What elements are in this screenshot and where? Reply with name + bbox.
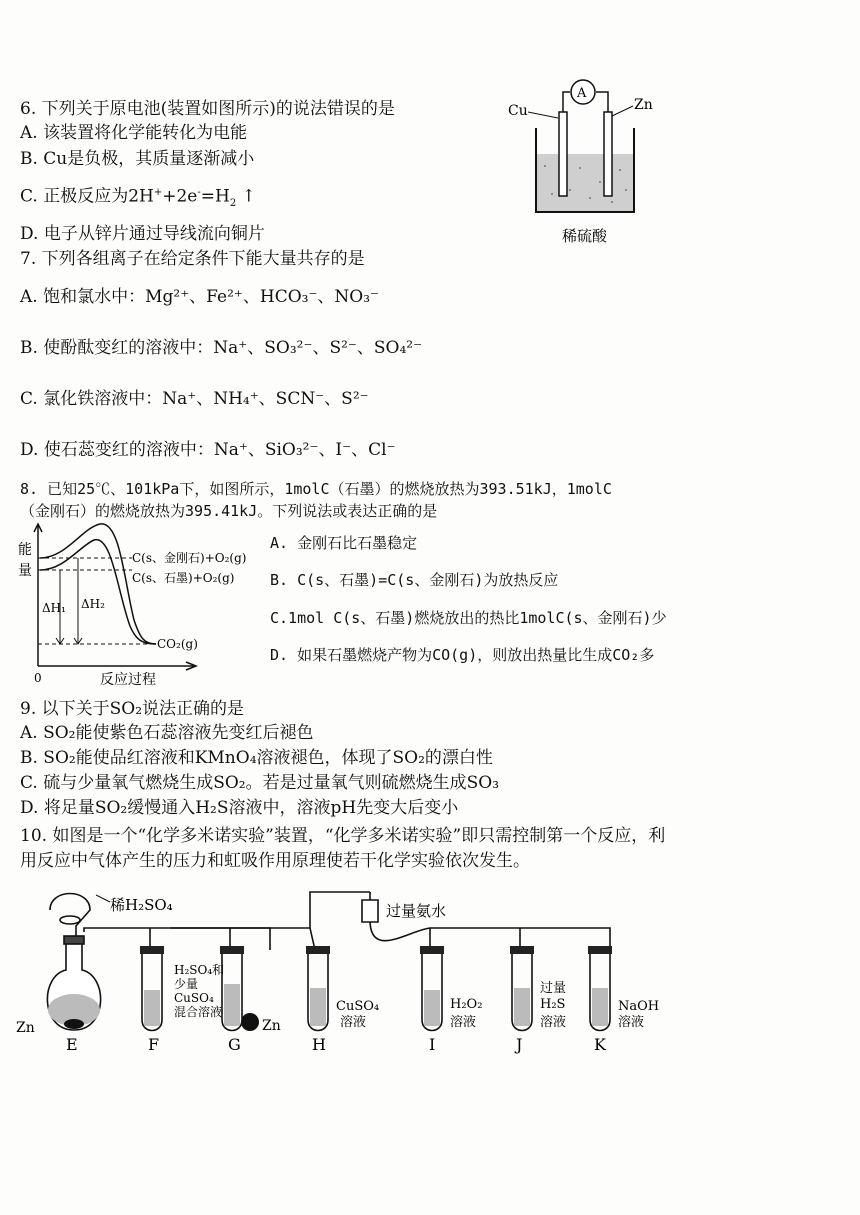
zn-granules-e	[64, 1019, 84, 1029]
label-e: E	[66, 1035, 78, 1054]
k-content-2: 溶液	[618, 1015, 645, 1030]
solution-label: 稀硫酸	[562, 227, 608, 245]
q6-option-c: C. 正极反应为$2H^++2e^-=H_2$ ↑	[20, 186, 256, 210]
label-g: G	[228, 1035, 241, 1054]
label-k: K	[594, 1035, 606, 1054]
zn-electrode	[604, 112, 612, 196]
q9-option-a: A. SO₂能使紫色石蕊溶液先变红后褪色	[20, 723, 314, 743]
ammonia-funnel	[362, 900, 378, 922]
q8-line-1: 8. 已知25℃、101kPa下，如图所示，1molC（石墨）的燃烧放热为393.51kJ，1molC	[20, 480, 612, 498]
q8-option-c: C.1mol C(s、石墨)燃烧放出的热比1molC(s、金刚石)少	[270, 609, 667, 627]
tube-k-liquid	[592, 988, 608, 1026]
ammeter-label: A	[577, 86, 587, 101]
tube-i-liquid	[424, 990, 440, 1026]
q8-line-2: （金刚石）的燃烧放热为395.41kJ。下列说法或表达正确的是	[20, 502, 438, 520]
tube-f-liquid	[144, 990, 160, 1026]
f-content-3: CuSO₄	[174, 991, 214, 1005]
k-content-1: NaOH	[618, 999, 660, 1014]
j-content-2: H₂S	[540, 997, 566, 1012]
q6-c-mid: +2e	[162, 186, 198, 207]
q9-stem: 9. 以下关于SO₂说法正确的是	[20, 699, 245, 719]
zn-g-label: Zn	[262, 1018, 281, 1034]
label-h: H	[312, 1035, 326, 1054]
q9-option-d: D. 将足量SO₂缓慢通入H₂S溶液中，溶液pH先变大后变小	[20, 798, 459, 818]
wire-left	[563, 92, 570, 112]
q8-option-d: D. 如果石墨燃烧产物为CO(g)，则放出热量比生成CO₂多	[270, 646, 655, 664]
label-j: J	[516, 1035, 523, 1054]
q7-option-d: D. 使石蕊变红的溶液中：Na⁺、SiO₃²⁻、I⁻、Cl⁻	[20, 440, 396, 460]
h-content-2: 溶液	[340, 1015, 367, 1030]
j-content-1: 过量	[540, 981, 567, 996]
i-content-2: 溶液	[450, 1015, 477, 1030]
origin-label: 0	[34, 671, 42, 685]
level-co2-label: CO₂(g)	[157, 637, 198, 651]
q8-option-b: B. C(s、石墨)=C(s、金刚石)为放热反应	[270, 571, 559, 589]
q6-c-prefix: C. 正极反应为2H	[20, 186, 154, 207]
level-diamond-label: C(s、金刚石)+O₂(g)	[132, 551, 247, 565]
i-content-1: H₂O₂	[450, 997, 483, 1012]
galvanic-cell-figure	[500, 78, 680, 253]
f-content-2: 少量	[174, 977, 199, 991]
f-content-4: 混合溶液	[174, 1005, 223, 1019]
dh1-label: ΔH₁	[42, 601, 66, 615]
zn-granule-g	[241, 1013, 259, 1031]
electrolyte	[536, 154, 634, 212]
q8-option-a: A. 金刚石比石墨稳定	[270, 534, 418, 552]
y-label-1: 能	[18, 542, 32, 558]
label-f: F	[148, 1035, 160, 1054]
tube-h-liquid	[310, 988, 326, 1026]
j-content-3: 溶液	[540, 1015, 567, 1030]
q6-c-arrow: ↑	[241, 186, 256, 207]
acid-label: 稀H₂SO₄	[110, 896, 173, 914]
ammonia-label: 过量氨水	[386, 902, 447, 920]
q10-line-2: 用反应中气体产生的压力和虹吸作用原理使若干化学实验依次发生。	[20, 851, 530, 871]
dh2-label: ΔH₂	[81, 597, 105, 611]
domino-apparatus	[10, 880, 710, 1060]
label-i: I	[429, 1035, 436, 1054]
energy-diagram	[14, 520, 264, 690]
zn-label: Zn	[634, 97, 653, 113]
f-content-1: H₂SO₄和	[174, 963, 225, 977]
cu-label: Cu	[508, 103, 528, 119]
q7-stem: 7. 下列各组离子在给定条件下能大量共存的是	[20, 249, 365, 269]
cu-electrode	[559, 112, 567, 196]
tube-g-liquid	[224, 984, 240, 1026]
wire-right	[596, 92, 608, 112]
q6-stem: 6. 下列关于原电池(装置如图所示)的说法错误的是	[20, 99, 395, 119]
q7-option-a: A. 饱和氯水中：Mg²⁺、Fe²⁺、HCO₃⁻、NO₃⁻	[20, 287, 380, 307]
level-graphite-label: C(s、石墨)+O₂(g)	[132, 571, 235, 585]
q7-option-b: B. 使酚酞变红的溶液中：Na⁺、SO₃²⁻、S²⁻、SO₄²⁻	[20, 338, 423, 358]
q6-option-d: D. 电子从锌片通过导线流向铜片	[20, 224, 265, 244]
tube-j-liquid	[514, 988, 530, 1026]
y-label-2: 量	[18, 563, 32, 579]
q6-option-a: A. 该装置将化学能转化为电能	[20, 123, 248, 143]
q6-c-suffix: =H	[200, 186, 230, 207]
q7-option-c: C. 氯化铁溶液中：Na⁺、NH₄⁺、SCN⁻、S²⁻	[20, 389, 369, 409]
zn-left-label: Zn	[16, 1020, 35, 1036]
q9-option-c: C. 硫与少量氧气燃烧生成SO₂。若是过量氧气则硫燃烧生成SO₃	[20, 773, 500, 793]
q9-option-b: B. SO₂能使品红溶液和KMnO₄溶液褪色，体现了SO₂的漂白性	[20, 748, 493, 768]
x-label: 反应过程	[100, 672, 156, 688]
h-content-1: CuSO₄	[336, 999, 380, 1014]
q10-line-1: 10. 如图是一个“化学多米诺实验”装置，“化学多米诺实验”即只需控制第一个反应，利	[20, 826, 666, 846]
q6-option-b: B. Cu是负极，其质量逐渐减小	[20, 149, 255, 169]
